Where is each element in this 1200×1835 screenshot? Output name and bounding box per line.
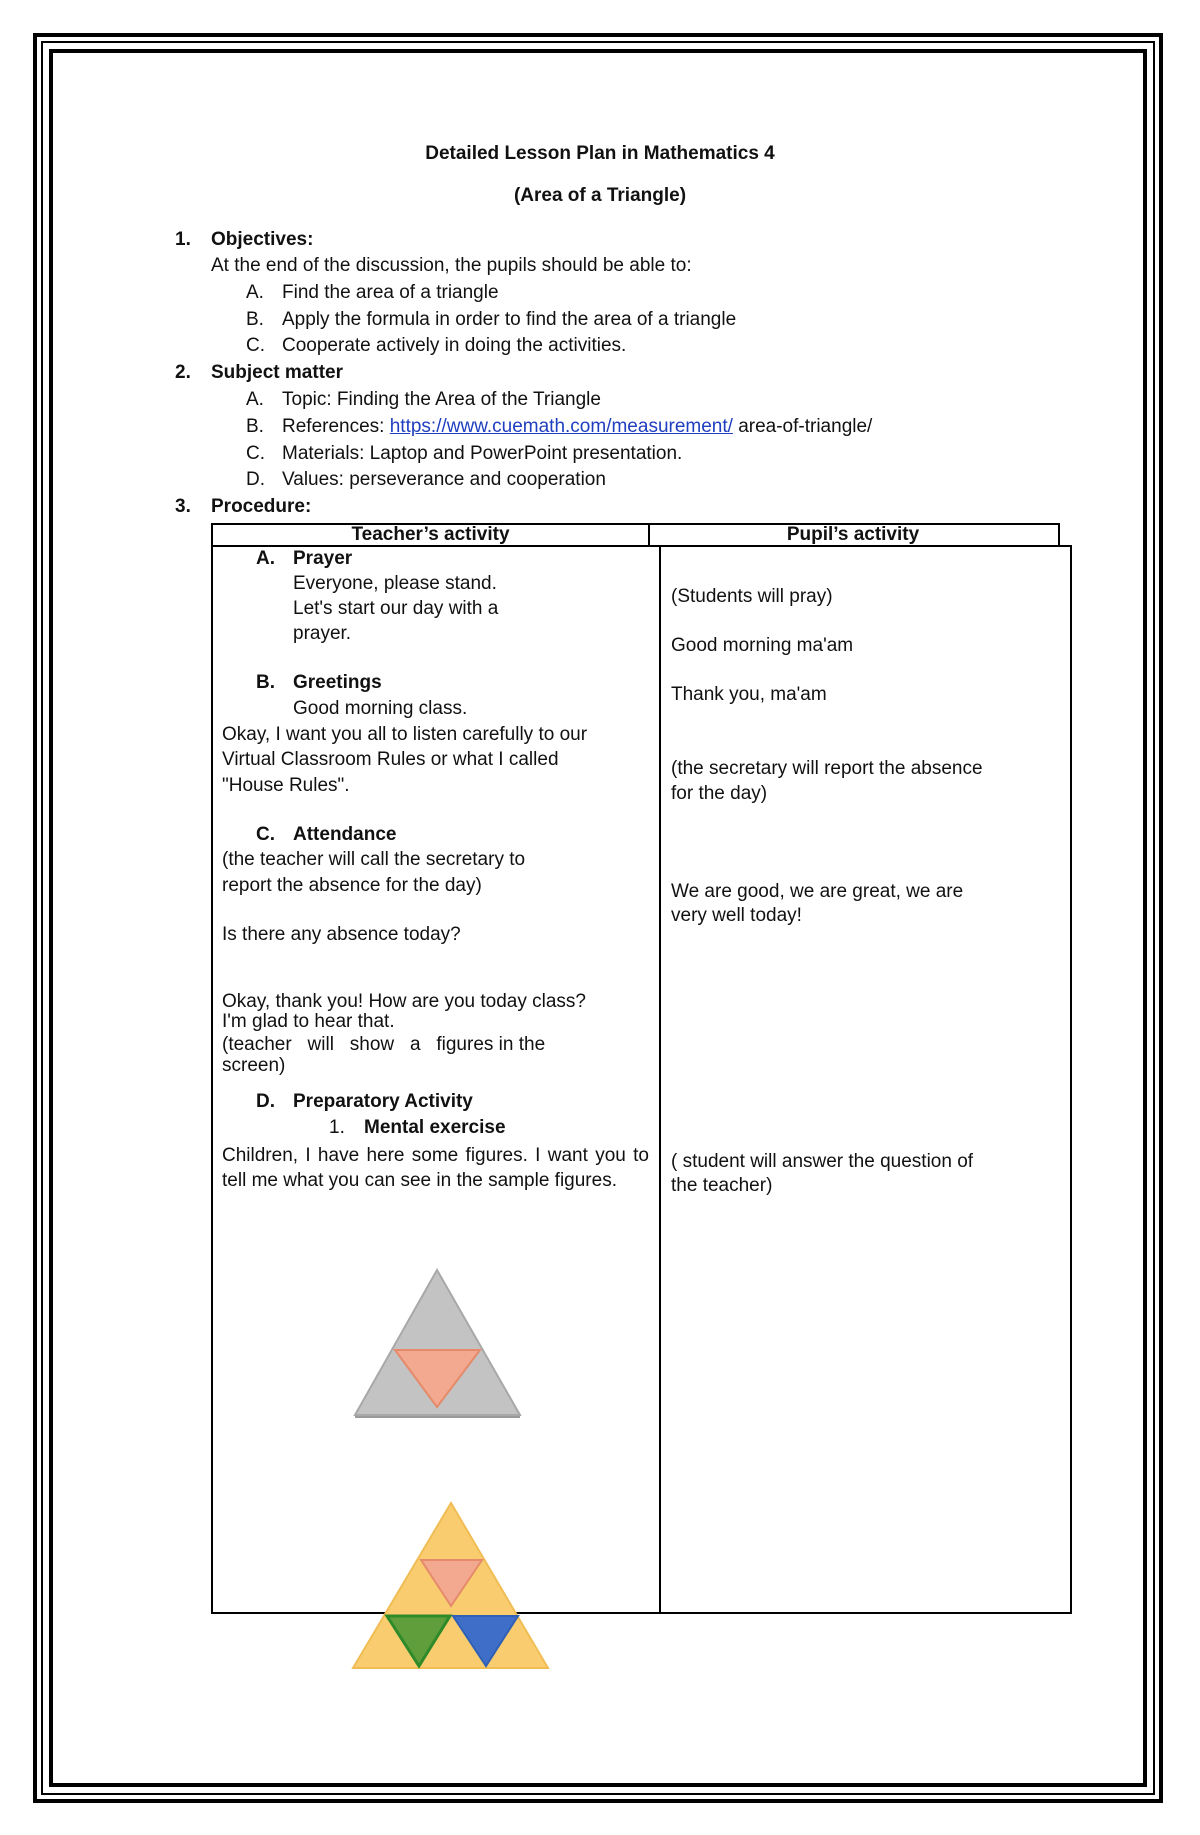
rules-line-2: Virtual Classroom Rules or what I called <box>222 749 559 770</box>
thanks-line-2: I'm glad to hear that. <box>222 1011 395 1032</box>
attendance-line-2: report the absence for the day) <box>222 875 482 896</box>
objective-letter-a: A. <box>246 282 264 303</box>
thanks-line-4: screen) <box>222 1055 286 1076</box>
objective-b: Apply the formula in order to find the area of a triangle <box>282 309 737 330</box>
mental-heading: Mental exercise <box>364 1117 506 1138</box>
subject-letter-c: C. <box>246 443 265 464</box>
greetings-heading: Greetings <box>293 672 382 693</box>
greetings-letter: B. <box>256 672 275 693</box>
prayer-letter: A. <box>256 548 275 569</box>
prayer-line-3: prayer. <box>293 623 352 644</box>
subject-letter-d: D. <box>246 469 265 490</box>
rules-line-3: "House Rules". <box>222 775 350 796</box>
objective-letter-b: B. <box>246 309 264 330</box>
subject-matter-heading: Subject matter <box>211 362 343 383</box>
subject-materials: Materials: Laptop and PowerPoint presentation. <box>282 443 683 464</box>
subject-letter-b: B. <box>246 416 264 437</box>
subject-letter-a: A. <box>246 389 264 410</box>
document-subtitle: (Area of a Triangle) <box>513 185 687 206</box>
pupil-pray: (Students will pray) <box>671 586 833 607</box>
subject-references <box>282 415 872 438</box>
prayer-line-1: Everyone, please stand. <box>293 573 497 594</box>
prayer-line-2: Let's start our day with a <box>293 598 499 619</box>
objectives-number: 1. <box>175 229 191 250</box>
rules-line-1: Okay, I want you all to listen carefully to our <box>222 724 588 745</box>
pupil-secretary-line-1: (the secretary will report the absence <box>671 758 983 779</box>
subject-values: Values: perseverance and cooperation <box>282 469 606 490</box>
objective-a: Find the area of a triangle <box>282 282 499 303</box>
references-link[interactable]: https://www.cuemath.com/measurement/ <box>389 416 733 437</box>
references-suffix: area-of-triangle/ <box>732 416 873 437</box>
objective-letter-c: C. <box>246 335 265 356</box>
thanks-line-3: (teacher will show a figures in the <box>222 1034 546 1055</box>
pupil-answer-line-1: ( student will answer the question of <box>671 1151 974 1172</box>
prep-heading: Preparatory Activity <box>293 1091 473 1112</box>
gray-triangle-figure <box>350 1265 525 1420</box>
objectives-intro: At the end of the discussion, the pupils should be able to: <box>211 255 692 276</box>
yellow-triangle-figure <box>348 1498 553 1673</box>
attendance-letter: C. <box>256 824 275 845</box>
pupil-great-line-2: very well today! <box>671 905 802 926</box>
pupil-thanks: Thank you, ma'am <box>671 684 827 705</box>
pupil-great-line-1: We are good, we are great, we are <box>671 881 964 902</box>
pupil-secretary-line-2: for the day) <box>671 783 768 804</box>
greetings-line: Good morning class. <box>293 698 468 719</box>
procedure-heading: Procedure: <box>211 496 312 517</box>
references-label: References: <box>282 416 390 437</box>
absence-question: Is there any absence today? <box>222 924 461 945</box>
subject-matter-number: 2. <box>175 362 191 383</box>
pupil-column-header: Pupil’s activity <box>648 523 1060 547</box>
objective-c: Cooperate actively in doing the activities. <box>282 335 627 356</box>
attendance-heading: Attendance <box>293 824 397 845</box>
subject-topic: Topic: Finding the Area of the Triangle <box>282 389 601 410</box>
prep-letter: D. <box>256 1091 275 1112</box>
pupil-answer-line-2: the teacher) <box>671 1175 773 1196</box>
thanks-line-1: Okay, thank you! How are you today class? <box>222 991 586 1012</box>
attendance-line-1: (the teacher will call the secretary to <box>222 849 526 870</box>
objectives-heading: Objectives: <box>211 229 314 250</box>
teacher-column-header: Teacher’s activity <box>211 523 650 547</box>
prayer-heading: Prayer <box>293 548 353 569</box>
procedure-number: 3. <box>175 496 191 517</box>
mental-exercise-text: Children, I have here some figures. I want you to tell me what you can see in the sample figures. <box>222 1145 649 1191</box>
mental-number: 1. <box>329 1117 345 1138</box>
pupil-greet: Good morning ma'am <box>671 635 854 656</box>
document-title: Detailed Lesson Plan in Mathematics 4 <box>425 143 775 164</box>
